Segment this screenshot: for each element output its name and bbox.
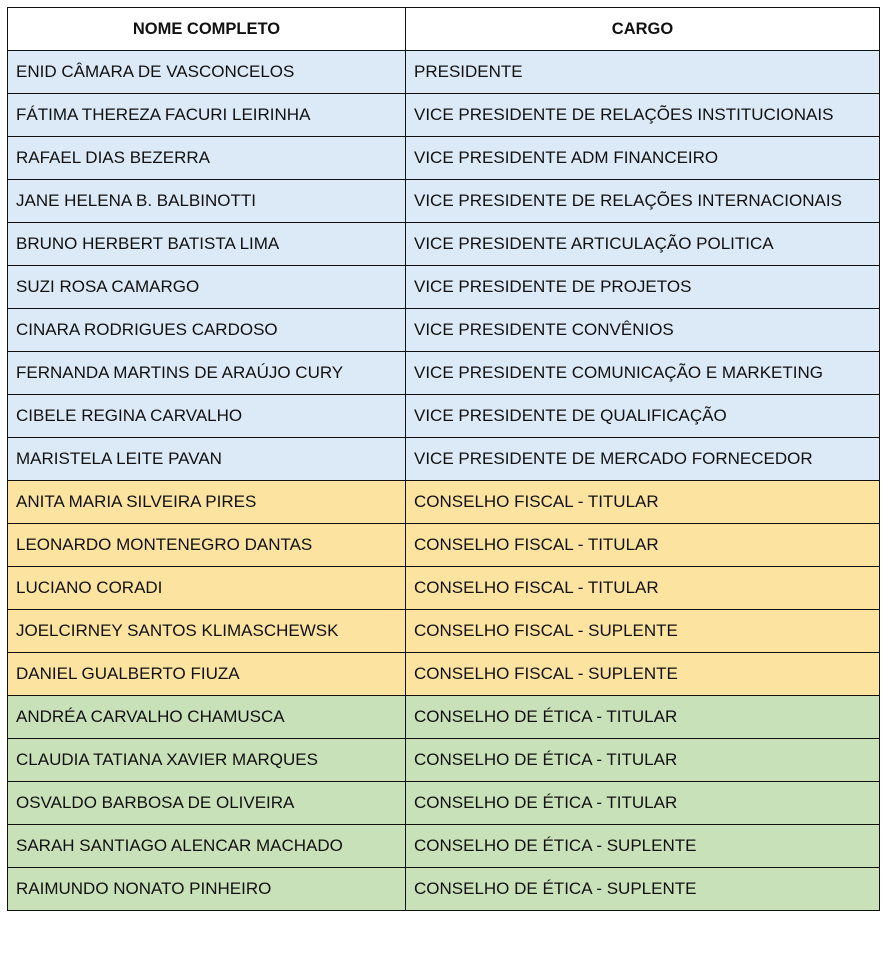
member-role-cell: VICE PRESIDENTE DE RELAÇÕES INTERNACIONAIS — [406, 180, 880, 223]
member-name-cell: RAIMUNDO NONATO PINHEIRO — [8, 868, 406, 911]
member-name-cell: SARAH SANTIAGO ALENCAR MACHADO — [8, 825, 406, 868]
member-role-cell: VICE PRESIDENTE DE RELAÇÕES INSTITUCIONAIS — [406, 94, 880, 137]
member-role-cell: CONSELHO FISCAL - TITULAR — [406, 481, 880, 524]
member-role-cell: VICE PRESIDENTE DE QUALIFICAÇÃO — [406, 395, 880, 438]
table-row — [8, 309, 880, 352]
member-role-cell: CONSELHO DE ÉTICA - TITULAR — [406, 782, 880, 825]
member-role-cell: CONSELHO FISCAL - SUPLENTE — [406, 653, 880, 696]
members-table-container — [7, 7, 879, 911]
member-name-cell: ENID CÂMARA DE VASCONCELOS — [8, 51, 406, 94]
header-full-name: NOME COMPLETO — [8, 8, 406, 51]
member-role-cell: VICE PRESIDENTE CONVÊNIOS — [406, 309, 880, 352]
table-row — [8, 180, 880, 223]
table-row — [8, 825, 880, 868]
member-name-cell: CIBELE REGINA CARVALHO — [8, 395, 406, 438]
table-row — [8, 782, 880, 825]
member-name-cell: MARISTELA LEITE PAVAN — [8, 438, 406, 481]
table-row — [8, 137, 880, 180]
member-name-cell: SUZI ROSA CAMARGO — [8, 266, 406, 309]
member-role-cell: VICE PRESIDENTE DE PROJETOS — [406, 266, 880, 309]
member-role-cell: CONSELHO DE ÉTICA - TITULAR — [406, 696, 880, 739]
table-row — [8, 223, 880, 266]
member-name-cell: CINARA RODRIGUES CARDOSO — [8, 309, 406, 352]
table-row — [8, 524, 880, 567]
member-role-cell: CONSELHO FISCAL - TITULAR — [406, 524, 880, 567]
member-name-cell: JANE HELENA B. BALBINOTTI — [8, 180, 406, 223]
member-role-cell: VICE PRESIDENTE ARTICULAÇÃO POLITICA — [406, 223, 880, 266]
member-role-cell: CONSELHO DE ÉTICA - SUPLENTE — [406, 825, 880, 868]
member-name-cell: OSVALDO BARBOSA DE OLIVEIRA — [8, 782, 406, 825]
member-role-cell: CONSELHO DE ÉTICA - SUPLENTE — [406, 868, 880, 911]
member-role-cell: PRESIDENTE — [406, 51, 880, 94]
table-row — [8, 94, 880, 137]
member-role-cell: CONSELHO FISCAL - SUPLENTE — [406, 610, 880, 653]
member-name-cell: JOELCIRNEY SANTOS KLIMASCHEWSK — [8, 610, 406, 653]
member-name-cell: RAFAEL DIAS BEZERRA — [8, 137, 406, 180]
member-name-cell: FERNANDA MARTINS DE ARAÚJO CURY — [8, 352, 406, 395]
table-row — [8, 352, 880, 395]
table-row — [8, 610, 880, 653]
member-name-cell: LEONARDO MONTENEGRO DANTAS — [8, 524, 406, 567]
table-header-row — [8, 8, 880, 51]
members-table — [7, 7, 880, 911]
table-row — [8, 51, 880, 94]
member-role-cell: CONSELHO DE ÉTICA - TITULAR — [406, 739, 880, 782]
member-name-cell: DANIEL GUALBERTO FIUZA — [8, 653, 406, 696]
table-row — [8, 868, 880, 911]
member-role-cell: CONSELHO FISCAL - TITULAR — [406, 567, 880, 610]
member-name-cell: FÁTIMA THEREZA FACURI LEIRINHA — [8, 94, 406, 137]
table-row — [8, 653, 880, 696]
table-row — [8, 567, 880, 610]
header-role: CARGO — [406, 8, 880, 51]
table-row — [8, 266, 880, 309]
member-name-cell: LUCIANO CORADI — [8, 567, 406, 610]
table-row — [8, 739, 880, 782]
member-name-cell: BRUNO HERBERT BATISTA LIMA — [8, 223, 406, 266]
table-body — [8, 51, 880, 911]
table-row — [8, 696, 880, 739]
member-name-cell: ANDRÉA CARVALHO CHAMUSCA — [8, 696, 406, 739]
member-role-cell: VICE PRESIDENTE ADM FINANCEIRO — [406, 137, 880, 180]
member-role-cell: VICE PRESIDENTE DE MERCADO FORNECEDOR — [406, 438, 880, 481]
member-role-cell: VICE PRESIDENTE COMUNICAÇÃO E MARKETING — [406, 352, 880, 395]
table-row — [8, 438, 880, 481]
table-row — [8, 395, 880, 438]
member-name-cell: ANITA MARIA SILVEIRA PIRES — [8, 481, 406, 524]
member-name-cell: CLAUDIA TATIANA XAVIER MARQUES — [8, 739, 406, 782]
table-row — [8, 481, 880, 524]
